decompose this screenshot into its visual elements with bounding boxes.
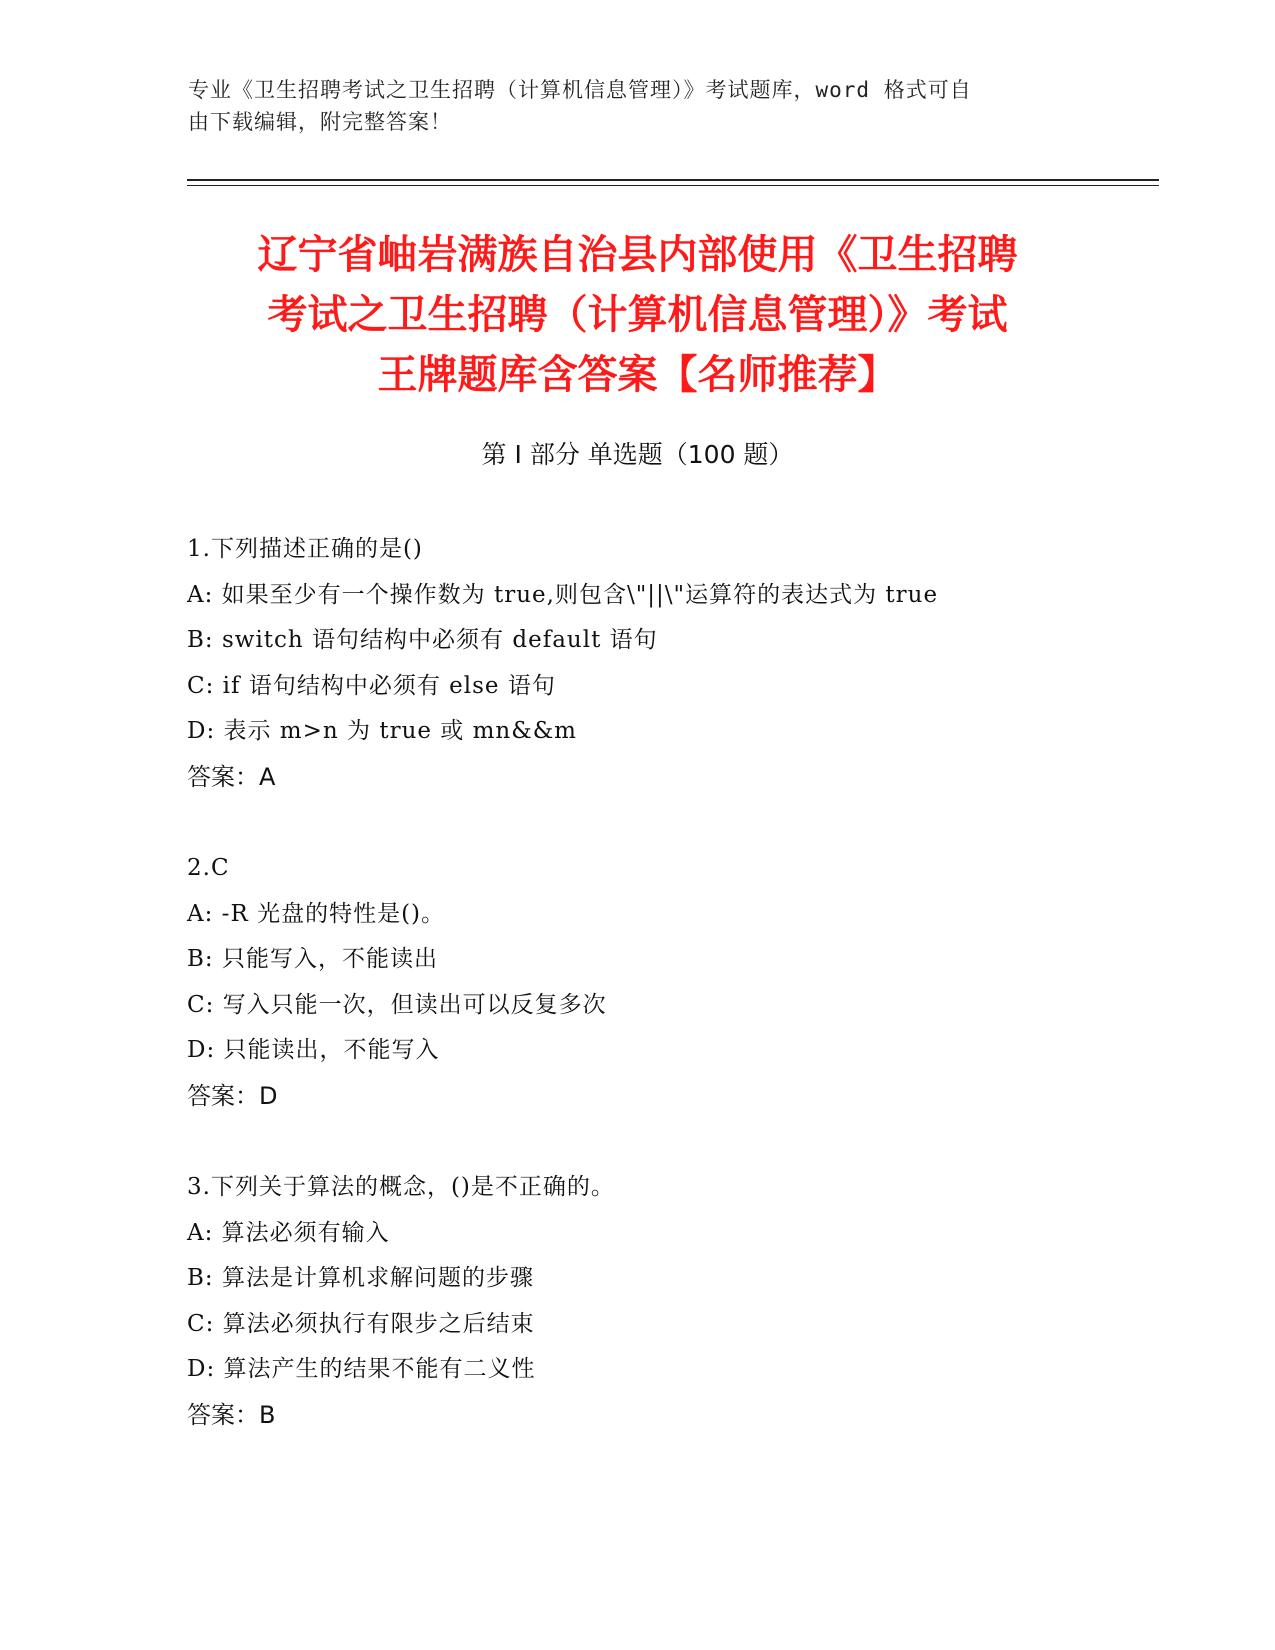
title-line-2: 考试之卫生招聘（计算机信息管理）》考试: [267, 292, 1008, 338]
section-heading: 第 I 部分 单选题（100 题）: [481, 440, 794, 469]
option-d: D: 只能读出，不能写入: [187, 1037, 440, 1063]
option-d: D: 表示 m>n 为 true 或 mn&&m: [187, 718, 577, 744]
header-note: [188, 74, 1068, 138]
option-b: B: switch 语句结构中必须有 default 语句: [187, 627, 658, 653]
answer-label: 答案：: [187, 1400, 259, 1429]
question-stem: 3.下列关于算法的概念，()是不正确的。: [187, 1174, 615, 1200]
title-line-3: 王牌题库含答案【名师推荐】: [377, 352, 898, 398]
question-2: [187, 846, 1087, 1119]
document-title: [180, 225, 1095, 405]
header-divider-thick: [187, 179, 1159, 181]
answer-value: A: [259, 762, 276, 791]
answer-label: 答案：: [187, 762, 259, 791]
answer-label: 答案：: [187, 1081, 259, 1110]
question-stem: 1.下列描述正确的是(): [187, 536, 423, 562]
answer-value: B: [259, 1400, 276, 1429]
question-stem: 2.C: [187, 855, 230, 881]
question-3: [187, 1165, 1087, 1438]
answer-line: [187, 755, 1087, 801]
answer-line: [187, 1074, 1087, 1120]
answer-value: D: [259, 1081, 278, 1110]
option-a: A: 如果至少有一个操作数为 true,则包含\"||\"运算符的表达式为 true: [187, 581, 939, 608]
option-c: C: 算法必须执行有限步之后结束: [187, 1310, 535, 1337]
header-divider-thin: [187, 185, 1159, 186]
title-line-1: 辽宁省岫岩满族自治县内部使用《卫生招聘: [257, 232, 1018, 278]
header-note-line-2: 由下载编辑，附完整答案！: [188, 110, 452, 134]
header-note-line-1: 专业《卫生招聘考试之卫生招聘（计算机信息管理）》考试题库，word 格式可自: [188, 78, 972, 102]
option-a: A: -R 光盘的特性是()。: [187, 900, 446, 927]
answer-line: [187, 1393, 1087, 1439]
question-1: [187, 527, 1087, 800]
option-c: C: if 语句结构中必须有 else 语句: [187, 672, 556, 699]
option-a: A: 算法必须有输入: [187, 1219, 390, 1246]
option-d: D: 算法产生的结果不能有二义性: [187, 1356, 536, 1382]
option-b: B: 只能写入，不能读出: [187, 946, 438, 972]
option-c: C: 写入只能一次，但读出可以反复多次: [187, 991, 607, 1018]
question-list: [187, 527, 1087, 1484]
option-b: B: 算法是计算机求解问题的步骤: [187, 1265, 534, 1291]
